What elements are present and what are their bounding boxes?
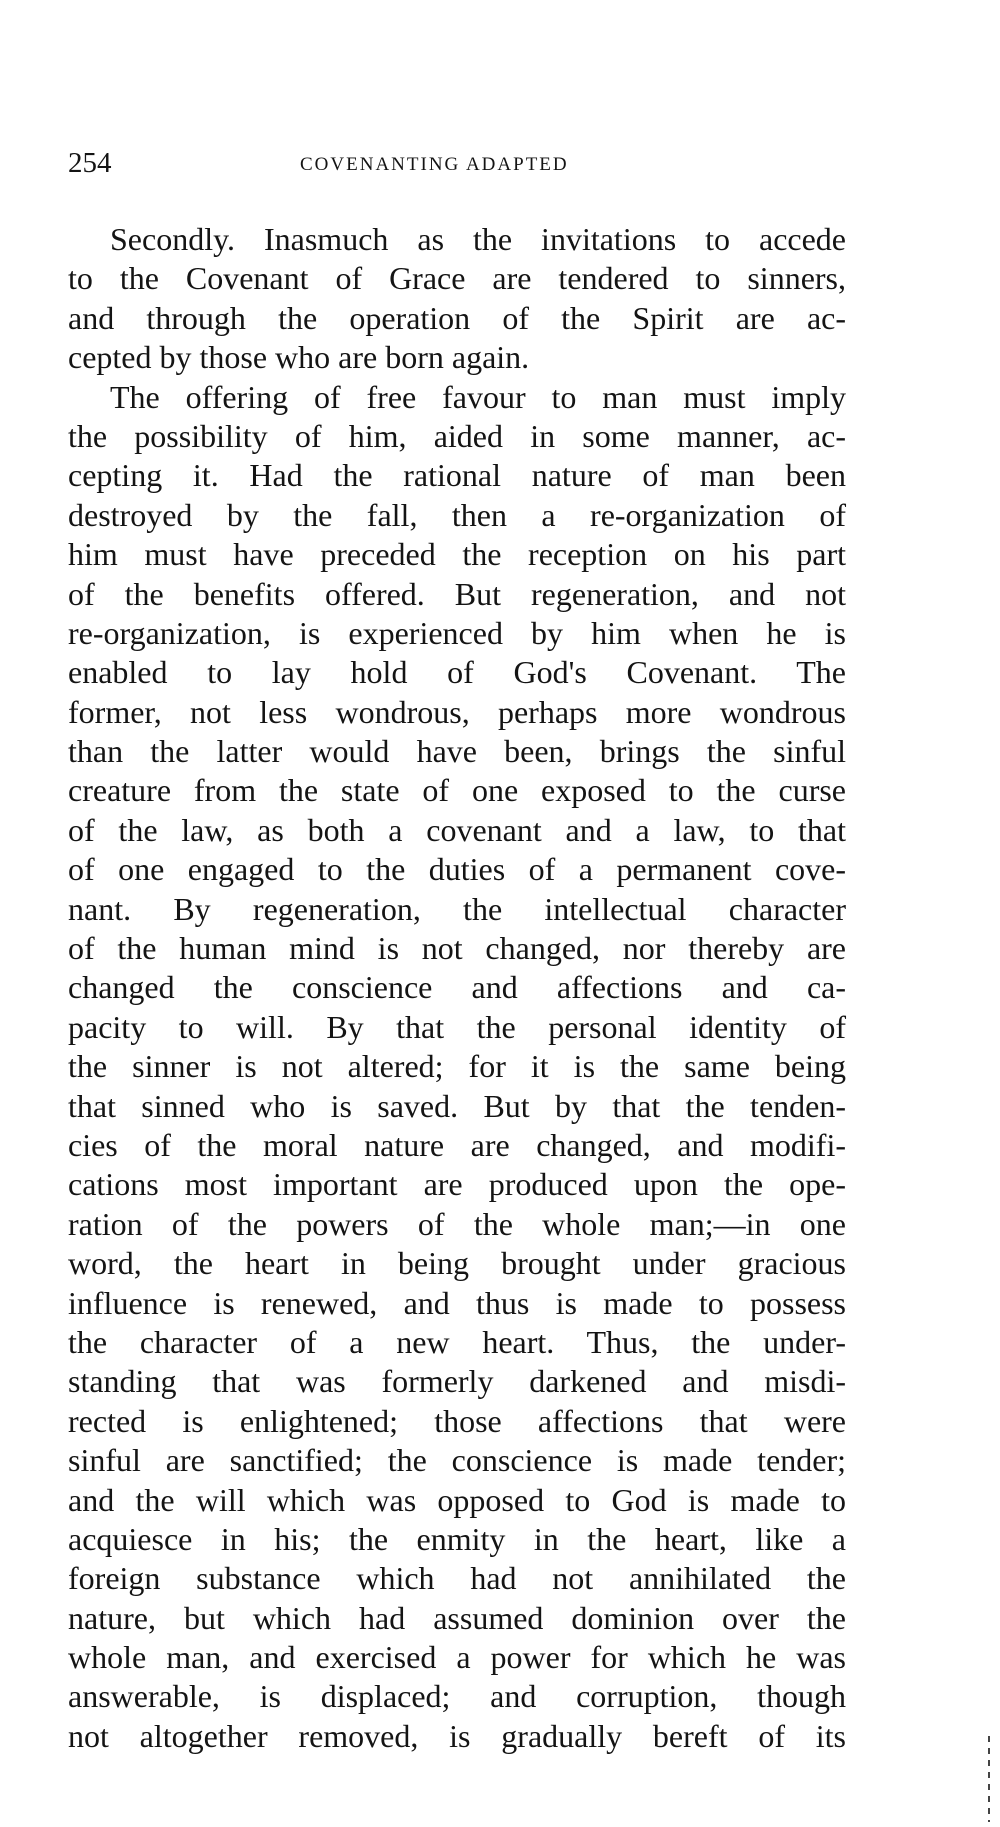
text-line: the character of a new heart. Thus, the under- [68, 1323, 846, 1360]
text-line: cations most important are produced upon the ope- [68, 1166, 846, 1203]
page-number: 254 [68, 147, 112, 179]
scan-edge-mark [988, 1736, 990, 1822]
text-line: nature, but which had assumed dominion over the [68, 1599, 846, 1636]
text-line: the possibility of him, aided in some manner, ac- [68, 417, 846, 454]
text-line: cies of the moral nature are changed, and modifi- [68, 1126, 846, 1163]
text-line: pacity to will. By that the personal identity of [68, 1008, 846, 1045]
text-line: to the Covenant of Grace are tendered to sinners, [68, 260, 846, 297]
text-line: the sinner is not altered; for it is the same being [68, 1048, 846, 1085]
text-line: cepting it. Had the rational nature of man been [68, 457, 846, 494]
text-line: standing that was formerly darkened and misdi- [68, 1363, 846, 1400]
text-line: answerable, is displaced; and corruption, though [68, 1678, 846, 1715]
body-text [68, 220, 846, 1756]
text-line: of the human mind is not changed, nor thereby are [68, 930, 846, 967]
text-line: of one engaged to the duties of a permanent cove- [68, 851, 846, 888]
text-line: former, not less wondrous, perhaps more wondrous [68, 693, 846, 730]
text-line: not altogether removed, is gradually bereft of its [68, 1717, 846, 1754]
text-line: and through the operation of the Spirit are ac- [68, 299, 846, 336]
text-line: changed the conscience and affections and ca- [68, 969, 846, 1006]
text-line: Secondly. Inasmuch as the invitations to accede [110, 221, 846, 257]
text-line: him must have preceded the reception on his part [68, 536, 846, 573]
text-line: foreign substance which had not annihilated the [68, 1560, 846, 1597]
text-line: of the benefits offered. But regeneration, and not [68, 575, 846, 612]
running-title: COVENANTING ADAPTED [300, 154, 569, 175]
text-line: creature from the state of one exposed to the curse [68, 772, 846, 809]
text-line: that sinned who is saved. But by that the tenden- [68, 1087, 846, 1124]
text-line: than the latter would have been, brings the sinful [68, 733, 846, 770]
text-line: rected is enlightened; those affections that were [68, 1402, 846, 1439]
text-line: ration of the powers of the whole man;—in one [68, 1205, 846, 1242]
text-line: word, the heart in being brought under gracious [68, 1245, 846, 1282]
text-line: and the will which was opposed to God is made to [68, 1481, 846, 1518]
text-line: sinful are sanctified; the conscience is made tender; [68, 1442, 846, 1479]
text-line: enabled to lay hold of God's Covenant. The [68, 654, 846, 691]
text-line: whole man, and exercised a power for which he was [68, 1639, 846, 1676]
text-line: influence is renewed, and thus is made to possess [68, 1284, 846, 1321]
text-line: nant. By regeneration, the intellectual character [68, 890, 846, 927]
text-line: of the law, as both a covenant and a law, to that [68, 811, 846, 848]
text-line: destroyed by the fall, then a re-organization of [68, 496, 846, 533]
text-line: The offering of free favour to man must imply [110, 378, 846, 415]
text-line: cepted by those who are born again. [68, 339, 530, 376]
text-line: re-organization, is experienced by him when he is [68, 614, 846, 651]
running-head [68, 146, 848, 186]
text-line: acquiesce in his; the enmity in the heart, like a [68, 1520, 846, 1557]
